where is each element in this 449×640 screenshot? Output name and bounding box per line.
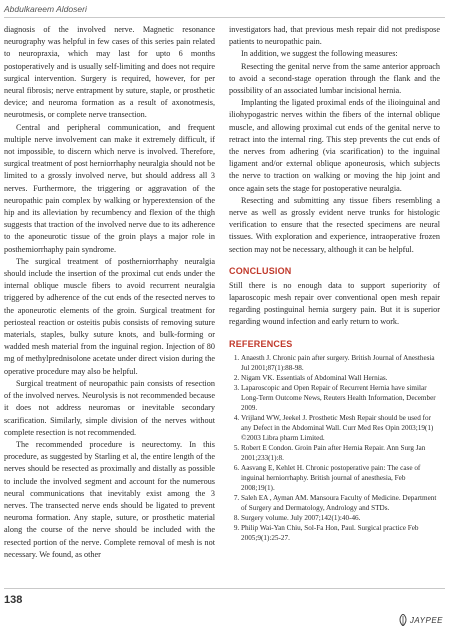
body-paragraph: Central and peripheral communication, and frequent multiple nerve involvement can make it extremely difficult, if not impossible, to discern which nerve is involved. Therefore, surgical treatment of post herniorrhaphy neuralgia should not be limited to a grossly involved nerve, but should address all 3 nerves. Furthermore, the triggering or aggravation of the neuropathic pain complex by walking or hyperextension of the hip and its alleviation by recumbency and flexion of the thigh suggests that traction of the involved nerve due to its adherence to the aponeurotic tissue of the groin plays a major role in posthemiorrhaphy pain syndrome. [4, 122, 215, 254]
body-paragraph: investigators had, that previous mesh repair did not predispose patients to neuropathic pain. [229, 25, 440, 47]
reference-item: 9. Philip Wai-Yan Chiu, Sol-Fa Hon, Paul. Surgical practice Feb 2005;9(1):25-27. [241, 523, 440, 543]
jaypee-leaf-icon [398, 614, 408, 626]
body-paragraph: Resecting and submitting any tissue fibers resembling a nerve as well as grossly evident nerve trunks for histologic verification to ensure that the resected specimens are neural tissues. With exploration and experience, intraoperative frozen section may not be necessary, although it can be helpful. [229, 195, 440, 254]
footer-rule [4, 588, 445, 589]
reference-item: 5. Robert E Condon. Groin Pain after Hernia Repair. Ann Surg Jan 2001;233(1):8. [241, 443, 440, 463]
body-paragraph: In addition, we suggest the following measures: [241, 49, 398, 59]
body-paragraph: The recommended procedure is neurectomy. In this procedure, as suggested by Starling et al, the entire length of the nerves should be resected as proximally and distally as possible to include the involved segment and account for the numerous neural communications that inevitably exist among the 3 nerves. The transected nerve ends should be ligated to prevent neuroma formation. Any staple, suture, or prosthetic material along the course of the nerve should be included with the resected portion of the nerve. Complete removal of mesh is not necessary. We found, as other [4, 439, 215, 559]
reference-item: 3. Laparoscopic and Open Repair of Recurrent Hernia have similar Long-Term Outcome News, Reuters Health Information, December 2009. [241, 383, 440, 413]
body-paragraph: Resecting the genital nerve from the same anterior approach to avoid a second-stage operation through the flank and the possibility of an associated lumbar incisional hernia. [229, 61, 440, 96]
reference-item: 4. Vrijland WW, Jeekel J. Prosthetic Mesh Repair should be used for any Defect in the Abdominal Wall. Curr Med Res Opin 2003;19(1) ©2003 Libra pharm Limited. [241, 413, 440, 443]
page-number: 138 [4, 594, 23, 606]
running-head-author: Abdulkareem Aldoseri [4, 4, 87, 14]
reference-item: 2. Nigam VK. Essentials of Abdominal Wall Hernias. [241, 373, 440, 383]
reference-item: 6. Aasvang E, Kehlet H. Chronic postoperative pain: The case of inguinal herniorrhaphy. British journal of anesthesia, Feb 2008;19(1). [241, 463, 440, 493]
body-paragraph: Implanting the ligated proximal ends of the ilioinguinal and iliohypogastric nerves within the fibers of the internal oblique muscle, and allowing proximal cut ends of the genital nerve to retract into the internal ring. This step prevents the cut ends of the nerves from adhering (via scarification) to the inguinal ligament and/or external oblique aponeurosis, which subjects the nerve to traction on walking or moving the hip joint and once again sets the stage for postoperative neuralgia. [229, 98, 440, 193]
left-column [4, 24, 215, 561]
body-paragraph: Surgical treatment of neuropathic pain consists of resection of the involved nerves. Neurolysis is not recommended because it does not address neuromas or inevitable secondary scarification. Similarly, simple division of the nerves without complete resection is not recommended. [4, 378, 215, 437]
reference-item: 7. Saleh EA , Ayman AM. Mansoura Faculty of Medicine. Department of Surgery and Dermatology, Andrology and STDs. [241, 493, 440, 513]
body-paragraph: diagnosis of the involved nerve. Magnetic resonance neurography was helpful in few cases of this series pain related to neuropraxia, which may last for upto 6 months postoperatively and is usually self-limiting and does not require surgical intervention. Surgery is required, however, for per neural fibrosis; nerve entrapment by suture, staple, or prosthetic device; and neuroma formation as a result of axonotmesis, neurotmesis, or complete nerve transection. [4, 25, 215, 120]
conclusion-paragraph: Still there is no enough data to support superiority of laparoscopic mesh repair over conventional open mesh repair regarding postinguinal hernia surgery pain. But it is superior regarding wound infection and early return to work. [229, 280, 440, 327]
conclusion-heading: CONCLUSION [229, 265, 292, 276]
references-heading: REFERENCES [229, 338, 293, 349]
publisher-logo [398, 614, 443, 626]
reference-item: 8. Surgery volume. July 2007;142(1):40-46. [241, 513, 440, 523]
body-paragraph: The surgical treatment of postherniorrhaphy neuralgia should include the insertion of the proximal cut ends under the internal oblique muscle fibers to avoid recurrent neuralgia triggered by adherence of the cut ends of the resected nerves to the aponeurotic elements of the groin. Surgical treatment for periosteal reaction or osteitis pubis consists of removing suture materials, staples, bulky suture knots, and bulk-forming or wadded mesh material from the inguinal region. Injection of 80 mg of methylprednisolone acetate under direct vision during the operative procedure may also be helpful. [4, 256, 215, 376]
header-rule [4, 17, 445, 18]
references-list [229, 353, 440, 543]
reference-item: 1. Anaesth J. Chronic pain after surgery. British Journal of Anesthesia Jul 2001;87(1):88-98. [241, 353, 440, 373]
right-column [229, 24, 440, 543]
publisher-name: JAYPEE [409, 615, 443, 625]
